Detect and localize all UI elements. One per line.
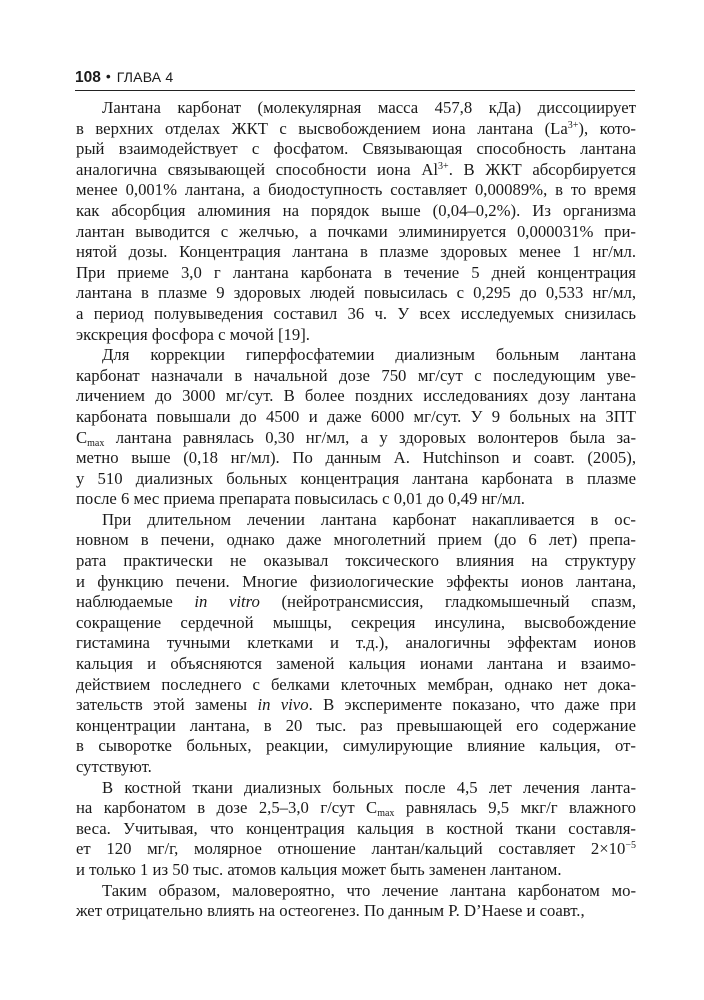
text-line bbox=[76, 819, 636, 840]
text-line bbox=[76, 139, 636, 160]
text-fragment: лантан выводится с желчью, а почками элиминируется 0,000031% при- bbox=[76, 221, 636, 241]
text-line bbox=[76, 881, 636, 902]
text-line bbox=[76, 551, 636, 572]
text-fragment: При приеме 3,0 г лантана карбоната в течение 5 дней концентрация bbox=[76, 262, 636, 282]
text-fragment: экскреция фосфора с мочой [19]. bbox=[76, 324, 310, 344]
text-line bbox=[76, 469, 636, 490]
text-fragment: Таким образом, маловероятно, что лечение лантана карбонатом мо- bbox=[102, 880, 636, 900]
subscript: max bbox=[87, 437, 105, 449]
text-fragment: равнялась 9,5 мкг/г влажного bbox=[394, 798, 636, 818]
text-fragment: рата практически не оказывал токсического влияния на структуру bbox=[76, 551, 636, 571]
text-fragment: аналогична связывающей способности иона Al bbox=[76, 159, 439, 179]
text-line bbox=[76, 778, 636, 799]
text-fragment: (нейротрансмиссия, гладкомышечный спазм, bbox=[259, 592, 636, 612]
text-fragment: концентрации лантана, в 20 тыс. раз превышающей его содержание bbox=[76, 715, 636, 735]
text-fragment: C bbox=[76, 427, 88, 447]
text-line bbox=[76, 860, 636, 881]
text-line bbox=[76, 283, 636, 304]
text-fragment: В костной ткани диализных больных после 4,5 лет лечения ланта- bbox=[102, 777, 636, 797]
text-fragment: Лантана карбонат (молекулярная масса 457,8 кДа) диссоциирует bbox=[102, 98, 636, 117]
text-line bbox=[76, 428, 636, 449]
text-line bbox=[76, 366, 636, 387]
text-line bbox=[76, 613, 636, 634]
text-line bbox=[76, 489, 636, 510]
text-fragment: . В эксперименте показано, что даже при bbox=[308, 695, 636, 715]
text-fragment: ет 120 мг/г, молярное отношение лантан/кальций составляет 2×10 bbox=[76, 839, 626, 859]
text-line bbox=[76, 530, 636, 551]
text-line bbox=[76, 839, 636, 860]
superscript: −5 bbox=[625, 840, 636, 852]
text-fragment: менее 0,001% лантана, а биодоступность составляет 0,00089%, в то время bbox=[76, 180, 636, 200]
chapter-title: ГЛАВА 4 bbox=[116, 69, 174, 85]
text-line bbox=[76, 757, 636, 778]
text-line bbox=[76, 633, 636, 654]
text-line bbox=[76, 325, 636, 346]
paragraph bbox=[76, 345, 636, 510]
text-fragment: карбоната повышали до 4500 и даже 6000 мг/сут. У 9 больных на ЗПТ bbox=[76, 406, 636, 426]
superscript: 3+ bbox=[438, 160, 449, 172]
text-line bbox=[76, 510, 636, 531]
text-line bbox=[76, 798, 636, 819]
text-line bbox=[76, 572, 636, 593]
text-fragment: зательств этой замены bbox=[76, 695, 258, 715]
text-line bbox=[76, 592, 636, 613]
text-fragment: после 6 мес приема препарата повысилась с 0,01 до 0,49 нг/мл. bbox=[76, 489, 525, 509]
text-line bbox=[76, 263, 636, 284]
text-line bbox=[76, 98, 636, 119]
paragraph bbox=[76, 778, 636, 881]
text-line bbox=[76, 901, 636, 922]
text-fragment: сокращение сердечной мышцы, секреция инсулина, высвобождение bbox=[76, 612, 636, 632]
text-line bbox=[76, 304, 636, 325]
paragraph bbox=[76, 98, 636, 345]
text-line bbox=[76, 242, 636, 263]
text-fragment: Для коррекции гиперфосфатемии диализным больным лантана bbox=[102, 345, 636, 365]
text-fragment: и функцию печени. Многие физиологические эффекты ионов лантана, bbox=[76, 571, 636, 591]
text-fragment: лантана равнялась 0,30 нг/мл, а у здоровых волонтеров была за- bbox=[104, 427, 636, 447]
text-fragment: ), кото- bbox=[578, 118, 636, 138]
text-fragment: гистамина тучными клетками и т.д.), аналогичны эффектам ионов bbox=[76, 633, 636, 653]
text-fragment: и только 1 из 50 тыс. атомов кальция может быть заменен лантаном. bbox=[76, 859, 562, 879]
paragraph bbox=[76, 881, 636, 922]
text-line bbox=[76, 119, 636, 140]
text-line bbox=[76, 654, 636, 675]
text-fragment: в сыворотке больных, реакции, симулирующие влияние кальция, от- bbox=[76, 736, 636, 756]
text-fragment: . В ЖКТ абсорбируется bbox=[448, 159, 636, 179]
page-header bbox=[75, 64, 635, 91]
text-line bbox=[76, 345, 636, 366]
body-text bbox=[76, 98, 636, 922]
italic-term: in vitro bbox=[194, 592, 260, 612]
text-fragment: как абсорбция алюминия на порядок выше (0,04–0,2%). Из организма bbox=[76, 200, 636, 220]
text-fragment: лантана в плазме 9 здоровых людей повысилась с 0,295 до 0,533 нг/мл, bbox=[76, 283, 636, 303]
text-fragment: метно выше (0,18 нг/мл). По данным A. Hutchinson и соавт. (2005), bbox=[76, 448, 636, 468]
text-line bbox=[76, 160, 636, 181]
text-fragment: новном в печени, однако даже многолетний прием (до 6 лет) препа- bbox=[76, 530, 636, 550]
text-line bbox=[76, 675, 636, 696]
paragraph bbox=[76, 510, 636, 778]
text-line bbox=[76, 695, 636, 716]
text-fragment: карбонат назначали в начальной дозе 750 мг/сут с последующим уве- bbox=[76, 365, 636, 385]
text-fragment: в верхних отделах ЖКТ с высвобождением иона лантана (La bbox=[76, 118, 568, 138]
text-fragment: а период полувыведения составил 36 ч. У всех исследуемых снизилась bbox=[76, 303, 636, 323]
text-line bbox=[76, 716, 636, 737]
text-line bbox=[76, 736, 636, 757]
text-line bbox=[76, 180, 636, 201]
header-bullet: • bbox=[105, 68, 111, 84]
text-line bbox=[76, 201, 636, 222]
subscript: max bbox=[377, 808, 395, 820]
text-fragment: При длительном лечении лантана карбонат накапливается в ос- bbox=[102, 509, 636, 529]
text-fragment: действием последнего с белками клеточных мембран, однако нет дока- bbox=[76, 674, 636, 694]
text-fragment: нятой дозы. Концентрация лантана в плазме здоровых менее 1 нг/мл. bbox=[76, 242, 636, 262]
text-line bbox=[76, 407, 636, 428]
text-fragment: наблюдаемые bbox=[76, 592, 195, 612]
text-fragment: личением до 3000 мг/сут. В более поздних исследованиях дозу лантана bbox=[76, 386, 636, 406]
text-fragment: веса. Учитывая, что концентрация кальция в костной ткани составля- bbox=[76, 818, 636, 838]
text-fragment: кальция и объясняются заменой кальция ионами лантана и взаимо- bbox=[76, 654, 636, 674]
text-fragment: на карбонатом в дозе 2,5–3,0 г/сут C bbox=[76, 798, 378, 818]
superscript: 3+ bbox=[567, 119, 579, 131]
text-fragment: жет отрицательно влиять на остеогенез. По данным P. D’Haese и соавт., bbox=[76, 901, 585, 921]
text-fragment: рый взаимодействует с фосфатом. Связывающая способность лантана bbox=[76, 139, 636, 159]
text-line bbox=[76, 386, 636, 407]
italic-term: in vivo bbox=[257, 695, 309, 715]
text-fragment: у 510 диализных больных концентрация лантана карбоната в плазме bbox=[76, 468, 636, 488]
text-line bbox=[76, 448, 636, 469]
text-line bbox=[76, 222, 636, 243]
page-number: 108 bbox=[75, 69, 101, 86]
text-fragment: сутствуют. bbox=[76, 757, 152, 776]
